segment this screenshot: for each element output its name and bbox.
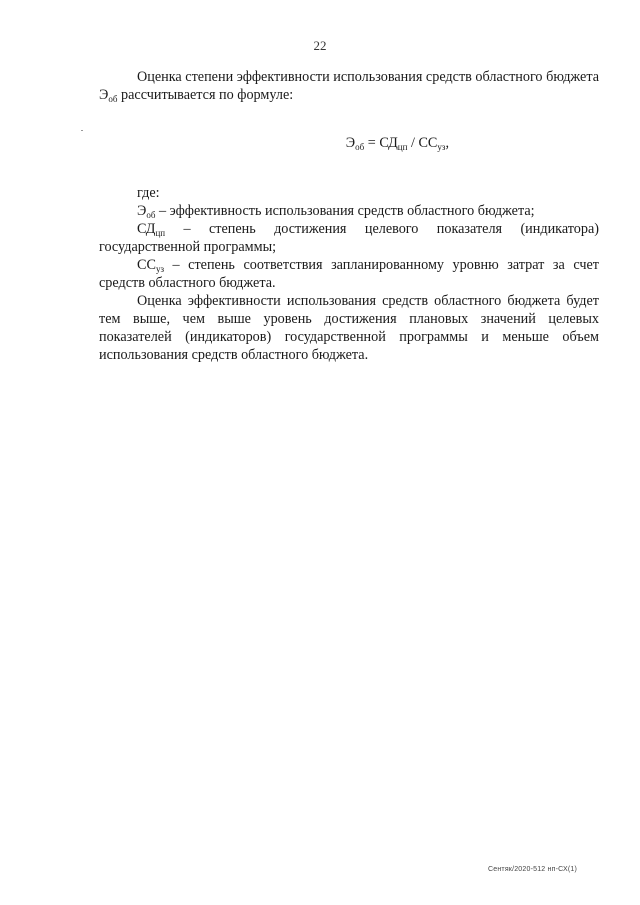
definition-1 bbox=[99, 202, 599, 220]
def3-text: – степень соответствия запланированному уровню затрат за счет средств областного бюджета. bbox=[99, 257, 599, 291]
formula-lhs: Э bbox=[345, 135, 356, 151]
intro-subscript: об bbox=[108, 94, 118, 104]
def1-symbol: Э bbox=[137, 203, 147, 219]
def2-symbol: СД bbox=[137, 221, 156, 237]
def2-subscript: цп bbox=[155, 228, 166, 238]
page-number: 22 bbox=[313, 38, 327, 53]
definition-3 bbox=[99, 256, 599, 292]
def3-symbol: СС bbox=[137, 257, 156, 273]
def1-subscript: об bbox=[146, 210, 156, 220]
document-body bbox=[99, 68, 599, 364]
formula-lhs-sub: об bbox=[355, 142, 365, 152]
document-footer-code: Сентяк/2020-512 нп-СХ(1) bbox=[488, 866, 578, 873]
formula bbox=[99, 134, 599, 152]
intro-paragraph bbox=[99, 68, 599, 104]
definition-2 bbox=[99, 220, 599, 256]
def2-text: – степень достижения целевого показателя (индикатора) государственной программы; bbox=[99, 221, 599, 255]
def3-subscript: уз bbox=[155, 264, 164, 274]
formula-div-sub: уз bbox=[437, 142, 446, 152]
def1-text: – эффективность использования средств областного бюджета; bbox=[155, 203, 535, 219]
margin-mark bbox=[81, 130, 83, 131]
formula-end: , bbox=[445, 135, 449, 151]
formula-eq: = СД bbox=[364, 135, 398, 151]
formula-div: / СС bbox=[407, 135, 438, 151]
intro-text-before: Оценка степени эффективности использования средств областного бюджета Э bbox=[99, 69, 599, 103]
intro-text-after: рассчитывается по формуле: bbox=[117, 87, 294, 103]
where-label: где: bbox=[137, 185, 160, 201]
formula-eq-sub: цп bbox=[397, 142, 408, 152]
final-paragraph: Оценка эффективности использования средств областного бюджета будет тем выше, чем выше уровень достижения плановых значений целевых показателей (индикаторов) государственной программы и меньше объем использования средств областного бюджета. bbox=[99, 293, 599, 363]
